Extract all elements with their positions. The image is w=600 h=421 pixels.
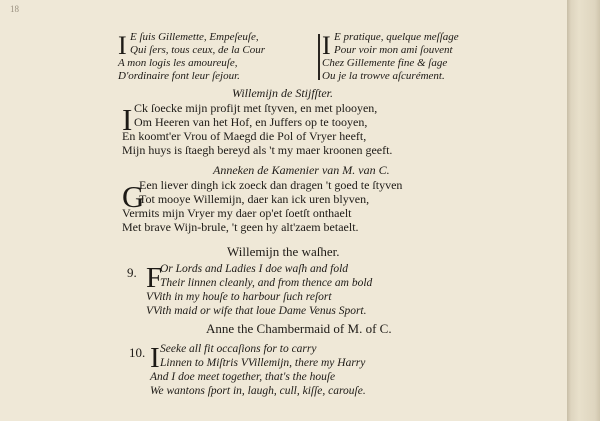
english-poem-2 bbox=[150, 342, 366, 398]
poem-line: Ck ſoecke mijn profijt met ſtyven, en met plooyen, bbox=[134, 101, 378, 115]
poem-line: And I doe meet together, that's the houſe bbox=[150, 371, 336, 383]
poem-line: Chez Gillemente fine & ſage bbox=[322, 57, 448, 69]
poem-line: Mijn huys is ſtaegh bereyd als 't my maer kroonen geeft. bbox=[122, 143, 393, 157]
dropcap: I bbox=[122, 102, 133, 137]
poem-line: Ou je la trowve aſcurément. bbox=[322, 70, 445, 82]
heading-anne-chambermaid: Anne the Chambermaid of M. of C. bbox=[206, 321, 392, 336]
verse-number: 10. bbox=[129, 345, 146, 360]
poem-line: D'ordinaire font leur ſejour. bbox=[118, 70, 240, 82]
poem-line: VVith in my houſe to harbour ſuch reſort bbox=[146, 291, 332, 303]
dropcap: G bbox=[122, 179, 145, 214]
poem-line: E ſuis Gillemette, Empeſeuſe, bbox=[130, 31, 259, 43]
dutch-poem-1 bbox=[122, 101, 392, 157]
english-poem-1 bbox=[146, 262, 373, 318]
dropcap: I bbox=[150, 342, 160, 374]
dutch-poem-2 bbox=[122, 178, 403, 234]
dropcap: F bbox=[146, 262, 163, 294]
poem-line: Their linnen cleanly, and from thence am bold bbox=[160, 277, 373, 289]
poem-line: En koomt'er Vrou of Maegd die Pol of Vryer heeft, bbox=[122, 129, 367, 143]
french-poem-right bbox=[322, 31, 459, 83]
poem-line: VVith maid or wife that loue Dame Venus Sport. bbox=[146, 305, 367, 317]
poem-line: Seeke all fit occaſions for to carry bbox=[160, 343, 317, 355]
poem-line: Een liever dingh ick zoeck dan dragen 't goed te ſtyven bbox=[139, 178, 403, 192]
poem-line: Qui ſers, tous ceux, de la Cour bbox=[130, 44, 266, 56]
poem-line: A mon logis les amoureuſe, bbox=[118, 57, 238, 69]
dropcap: I bbox=[322, 31, 331, 60]
book-gutter bbox=[567, 0, 600, 421]
verse-number: 9. bbox=[127, 265, 137, 280]
poem-line: We wantons ſport in, laugh, cull, kiſſe, carouſe. bbox=[150, 385, 366, 397]
poem-line: Linnen to Miſtris VVillemijn, there my Harry bbox=[160, 357, 366, 369]
poem-line: E pratique, quelque meſſage bbox=[334, 31, 459, 43]
poem-line: Tot mooye Willemijn, daer kan ick uren blyven, bbox=[139, 192, 370, 206]
french-poem-left bbox=[118, 31, 266, 83]
poem-line: Met brave Wijn-brule, 't geen hy alt'zaem betaelt. bbox=[122, 220, 359, 234]
poem-line: Om Heeren van het Hof, en Juffers op te tooyen, bbox=[134, 115, 368, 129]
poem-line: Vermits mijn Vryer my daer op'et ſoetſt onthaelt bbox=[122, 206, 352, 220]
poem-line: Pour voir mon ami ſouvent bbox=[334, 44, 453, 56]
page-number: 18 bbox=[10, 4, 19, 14]
dropcap: I bbox=[118, 31, 127, 60]
heading-willemijn-stijfster: Willemijn de Stijfſter. bbox=[232, 86, 333, 100]
poem-line: Or Lords and Ladies I doe waſh and fold bbox=[160, 263, 349, 275]
column-rule bbox=[318, 34, 320, 80]
heading-willemijn-washer: Willemijn the waſher. bbox=[227, 244, 340, 259]
heading-anneken: Anneken de Kamenier van M. van C. bbox=[213, 163, 390, 177]
